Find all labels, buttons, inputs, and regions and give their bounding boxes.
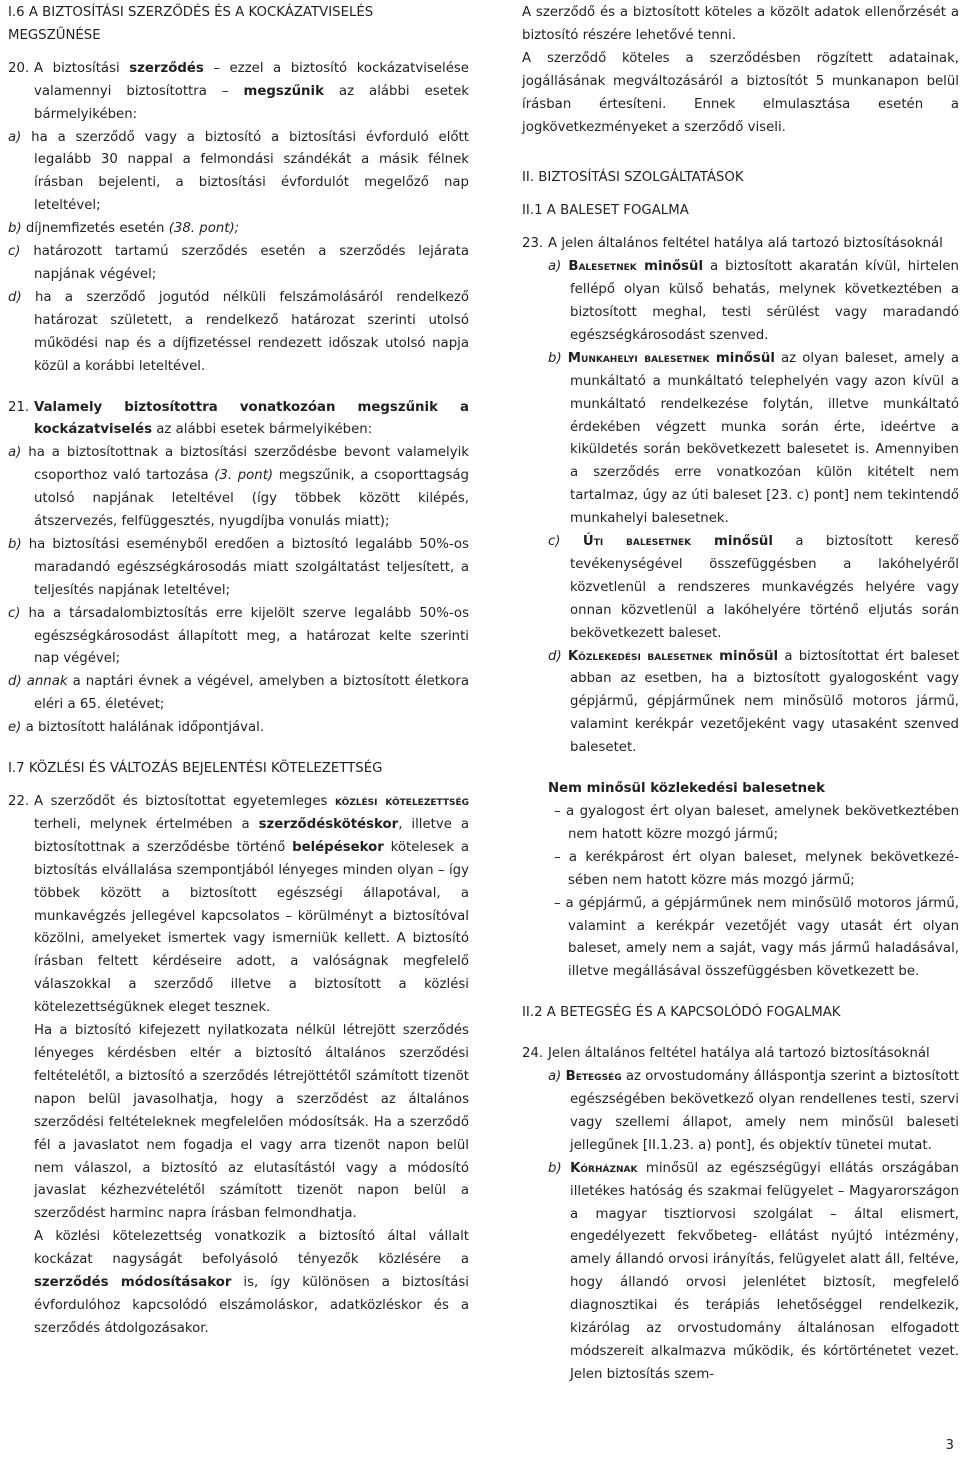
definition-item: c) Úti balesetnek minősül a biztosított kereső tevékenységével összefüggésben a lakóhelyéről közvetlenül a rendszeres munkavégzés helyére vagy onnan közvetlenül a lakóhelyére történő eljutás során bekövetkezett baleset. (548, 534, 960, 641)
definition-item: a) Betegség az orvostudomány álláspontja szerint a biztosított egészségében bekövetkező olyan rendellenes testi, szervi vagy szellemi állapot, amely nem minősül baleseti jellegűnek [II.1.23. a) pont], és objektív tünetei mutat. (548, 1069, 959, 1153)
list-item: c) ha a társadalombiztosítás erre kijelölt szerve legalább 50%-os egészségkárosodást állapított meg, a határozat kelte szerinti nap végével; (8, 605, 469, 667)
list-item: – a gyalogost ért olyan baleset, amelynek bekövetkeztében nem hatott közre mozgó jármű; (554, 804, 959, 842)
paragraph-24: 24. Jelen általános feltétel hatálya alá tartozó biztosításoknál (522, 1043, 959, 1066)
subheading-not-traffic: Nem minősül közlekedési balesetnek (548, 781, 825, 797)
paragraph-22: 22. A szerződőt és biztosítottat egyetemleges közlési kötelezettség terheli, melynek értelmében a szerződéskötéskor, illetve a biztosítottnak a szerződésbe történő belépésekor kötelesek a biztosítás elvállalása szempontjából lényeges minden olyan – így többek között a biztosított egészségi állapotával, a munkavégzés jellegével kapcsolatos – körülményt a biztosítóval közölni, amelyeket ismertek vagy ismerniük kellett. A biztosító írásban feltett kérdéseire adott, a valóságnak megfelelő válaszokkal a szerződő illetve a biztosított a közlési kötelezettségüknek eleget tesznek. (8, 791, 469, 1020)
section-heading-2-2: II.2 A BETEGSÉG ÉS A KAPCSOLÓDÓ FOGALMAK (522, 1005, 841, 1021)
list-item: c) határozott tartamú szerződés esetén a szerződés lejárata napjának végével; (8, 244, 469, 282)
section-heading-1-6: I.6 A BIZTOSÍTÁSI SZERZŐDÉS ÉS A KOCKÁZATVISELÉS MEGSZŰNÉSE (8, 5, 374, 43)
list-item: b) ha biztosítási eseményből eredően a biztosító legalább 50%-os maradandó egészségkárosodás miatt szolgáltatást teljesített, a teljesítés napjának leteltével; (8, 536, 469, 598)
paragraph-text: A szerződő és a biztosított köteles a közölt adatok ellenőrzését a biztosító részére lehetővé tenni. (522, 5, 959, 43)
paragraph-23: 23. A jelen általános feltétel hatálya alá tartozó biztosításoknál (522, 233, 959, 256)
list-item: – a gépjármű, a gépjárműnek nem minősülő motoros jármű, valamint a kerékpár vezetőjét vagy utasát ért olyan baleset, amely nem a saját, vagy más jármű haladásával, illetve megállásával összefüggésben következett be. (554, 895, 959, 980)
definition-item: b) Kórháznak minősül az egészségügyi ellátás országában illetékes hatóság és szakmai felügyelet – Magyarországon a magyar tisztiorvosi szolgálat – által elismert, engedélyezett fekvőbeteg- ellátást nyújtó intézmény, amely állandó orvosi irányítás, felügyelet alatt áll, feltéve, hogy állandó orvosi jelenlétet biztosít, megfelelő diagnosztikai és terápiás lehetőséggel rendelkezik, kizárólag az orvostudomány általánosan elfogadott módszereit alkalmazva működik, és kórtörténetet vezet. Jelen biztosítás szem- (548, 1160, 959, 1382)
paragraph-number: 22. (8, 794, 30, 809)
list-item: e) a biztosított halálának időpontjával. (8, 720, 265, 736)
paragraph-22-continued: Ha a biztosító kifejezett nyilatkozata nélkül létrejött szerződés lényeges kérdésben eltér a biztosító általános szerződési feltételétől, a biztosító a szerződés létrejöttétől számított tizenöt napon belül javasolhatja, hogy a szerződést az általános szerződési feltételeknek megfelelően módosítsák. Ha a szerződő fél a javaslatot nem fogadja el vagy arra tizenöt napon belül nem válaszol, a biztosító az elutasítástól vagy a módosító javaslat kézhezvételétől számított tizenöt napon belül a szerződést harminc napra írásban felmondhatja. (34, 1023, 469, 1222)
paragraph-21: 21. Valamely biztosítottra vonatkozóan megszűnik a kockázatviselés az alábbi esetek bármelyikében: (8, 397, 469, 443)
paragraph-number: 20. (8, 60, 30, 76)
list-item: d) ha a szerződő jogutód nélküli felszámolásáról rendelkező határozat született, a rendelkező határozat szerinti utolsó működési nap és a díjfizetéssel rendezett időszak utolsó napja közül a korábbi leteltével. (8, 289, 469, 374)
definition-item: a) Balesetnek minősül a biztosított akaratán kívül, hirtelen fellépő olyan külső behatás, melynek következtében a biztosított meghal, testi sérülést vagy maradandó egészségkárosodást szenved. (548, 259, 959, 343)
definition-item: b) Munkahelyi balesetnek minősül az olyan baleset, amely a munkáltató a munkáltató telephelyén vagy azon kívül a munkáltató rendelkezése folytán, illetve munkáltató érdekében végzett munka során érte, ideértve a kiküldetés során bekövetkezett balesetet is. Amennyiben a szerződés erre vonatkozóan külön kitételt nem tartalmaz, úgy az úti baleset [23. c) pont] nem tekintendő munkahelyi balesetnek. (548, 350, 959, 527)
paragraph-22-continued: A közlési kötelezettség vonatkozik a biztosító által vállalt kockázat nagyságát befolyásoló tényezők közlésére a szerződés módosításakor is, így különösen a biztosítási évfordulóhoz kapcsolódó elszámoláskor, adatközléskor és a szerződés átdolgozásakor. (34, 1229, 469, 1336)
paragraph-text: A szerződő köteles a szerződésben rögzített adatainak, jogállásának megváltozásáról a biztosítót 5 munkanapon belül írásban értesíteni. Ennek elmulasztása esetén a jogkövetkezményeket a szerződő viseli. (522, 50, 959, 135)
paragraph-number: 24. (522, 1046, 544, 1062)
paragraph-20: 20. A biztosítási szerződés – ezzel a biztosító kockázatviselése valamennyi biztosítottra – megszűnik az alábbi esetek bármelyikében: (8, 58, 469, 127)
definition-item: d) Közlekedési balesetnek minősül a biztosítottat ért baleset abban az esetben, ha a biztosított gyalogosként vagy gépjármű, gépjárműnek nem minősülő motoros jármű, valamint kerékpár vezetőjeként vagy utasaként szenved balesetet. (548, 648, 959, 756)
section-heading-2: II. BIZTOSÍTÁSI SZOLGÁLTATÁSOK (522, 170, 744, 186)
paragraph-number: 23. (522, 236, 544, 252)
section-heading-1-7: I.7 KÖZLÉSI ÉS VÁLTOZÁS BEJELENTÉSI KÖTELEZETTSÉG (8, 761, 383, 777)
list-item: b) díjnemfizetés esetén (38. pont); (8, 221, 240, 237)
list-item: – a kerékpárost ért olyan baleset, melynek bekövetkezésében nem hatott közre más mozgó jármű; (554, 849, 959, 888)
list-item: a) ha a biztosítottnak a biztosítási szerződésbe bevont valamelyik csoporthoz való tartozása (3. pont) megszűnik, a csoporttagság utolsó napjának leteltével (így többek között kilépés, átszervezés, felfüggesztés, nyugdíjba vonulás miatt); (8, 445, 469, 530)
paragraph-number: 21. (8, 399, 30, 415)
list-item: a) ha a szerződő vagy a biztosító a biztosítási évforduló előtt legalább 30 nappal a felmondási szándékát a másik félnek írásban bejelenti, a biztosítási évfordulót megelőző nap leteltével; (8, 129, 469, 214)
right-column (522, 0, 959, 1387)
section-heading-2-1: II.1 A BALESET FOGALMA (522, 203, 689, 219)
list-item: d) annak a naptári évnek a végével, amelyben a biztosított életkora eléri a 65. életévet; (8, 674, 469, 713)
page-number: 3 (945, 1438, 954, 1453)
left-column (8, 0, 469, 1341)
